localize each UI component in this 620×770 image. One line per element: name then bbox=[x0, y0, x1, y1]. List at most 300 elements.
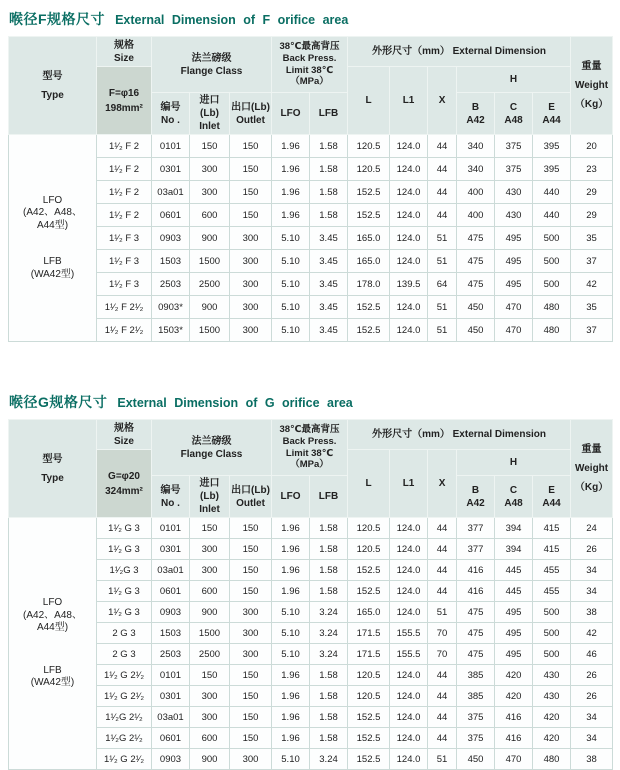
cell-weight: 20 bbox=[571, 135, 613, 158]
cell-weight: 26 bbox=[571, 686, 613, 707]
cell-X: 44 bbox=[428, 181, 457, 204]
cell-weight: 37 bbox=[571, 250, 613, 273]
cell-B-A42: 375 bbox=[457, 707, 495, 728]
cell-L1: 124.0 bbox=[390, 518, 428, 539]
cell-X: 70 bbox=[428, 644, 457, 665]
cell-lfo: 5.10 bbox=[272, 296, 310, 319]
header-type: 型号 Type bbox=[9, 420, 97, 518]
cell-inlet: 600 bbox=[190, 728, 230, 749]
cell-lfo: 1.96 bbox=[272, 518, 310, 539]
g-table-title-en: External Dimension of G orifice area bbox=[117, 396, 353, 410]
cell-B-A42: 340 bbox=[457, 158, 495, 181]
cell-lfb: 1.58 bbox=[310, 728, 348, 749]
cell-L1: 124.0 bbox=[390, 227, 428, 250]
cell-L1: 155.5 bbox=[390, 644, 428, 665]
cell-outlet: 150 bbox=[230, 686, 272, 707]
header-size-spec: G=φ20 324mm² bbox=[97, 450, 152, 518]
header-inlet: 进口(Lb) Inlet bbox=[190, 93, 230, 135]
cell-L1: 124.0 bbox=[390, 158, 428, 181]
header-lfo: LFO bbox=[272, 476, 310, 518]
cell-lfo: 5.10 bbox=[272, 250, 310, 273]
cell-weight: 34 bbox=[571, 707, 613, 728]
cell-lfo: 5.10 bbox=[272, 273, 310, 296]
cell-L: 165.0 bbox=[348, 227, 390, 250]
table-row bbox=[9, 296, 613, 319]
header-size: 规格 Size bbox=[97, 37, 152, 67]
cell-L1: 124.0 bbox=[390, 686, 428, 707]
cell-no: 03a01 bbox=[152, 560, 190, 581]
cell-L1: 139.5 bbox=[390, 273, 428, 296]
cell-weight: 38 bbox=[571, 602, 613, 623]
cell-lfb: 3.45 bbox=[310, 273, 348, 296]
cell-X: 51 bbox=[428, 602, 457, 623]
cell-outlet: 300 bbox=[230, 273, 272, 296]
cell-no: 03a01 bbox=[152, 181, 190, 204]
cell-size: 1¹⁄₂ G 3 bbox=[97, 539, 152, 560]
cell-L1: 124.0 bbox=[390, 602, 428, 623]
cell-lfo: 1.96 bbox=[272, 158, 310, 181]
cell-L: 152.5 bbox=[348, 204, 390, 227]
cell-inlet: 1500 bbox=[190, 319, 230, 342]
header-external-dimension: 外形尺寸（mm） External Dimension bbox=[348, 420, 571, 450]
table-row bbox=[9, 518, 613, 539]
cell-no: 0903 bbox=[152, 749, 190, 770]
cell-C-A48: 394 bbox=[495, 539, 533, 560]
cell-weight: 26 bbox=[571, 539, 613, 560]
header-C-A48: C A48 bbox=[495, 93, 533, 135]
cell-weight: 35 bbox=[571, 296, 613, 319]
cell-L: 171.5 bbox=[348, 644, 390, 665]
table-row bbox=[9, 158, 613, 181]
header-lfb: LFB bbox=[310, 93, 348, 135]
header-B-A42: B A42 bbox=[457, 93, 495, 135]
cell-C-A48: 375 bbox=[495, 158, 533, 181]
cell-weight: 29 bbox=[571, 204, 613, 227]
cell-lfb: 3.24 bbox=[310, 602, 348, 623]
cell-lfb: 3.45 bbox=[310, 250, 348, 273]
cell-B-A42: 416 bbox=[457, 581, 495, 602]
cell-E-A44: 415 bbox=[533, 518, 571, 539]
header-X: X bbox=[428, 67, 457, 135]
cell-weight: 24 bbox=[571, 518, 613, 539]
cell-X: 44 bbox=[428, 135, 457, 158]
header-C-A48: C A48 bbox=[495, 476, 533, 518]
cell-C-A48: 445 bbox=[495, 560, 533, 581]
cell-B-A42: 475 bbox=[457, 623, 495, 644]
cell-outlet: 150 bbox=[230, 158, 272, 181]
cell-B-A42: 385 bbox=[457, 665, 495, 686]
cell-size: 1¹⁄₂ G 3 bbox=[97, 581, 152, 602]
cell-lfb: 1.58 bbox=[310, 135, 348, 158]
cell-L: 165.0 bbox=[348, 250, 390, 273]
cell-lfo: 1.96 bbox=[272, 135, 310, 158]
header-outlet: 出口(Lb) Outlet bbox=[230, 476, 272, 518]
table-row bbox=[9, 539, 613, 560]
cell-size: 1¹⁄₂ G 2¹⁄₂ bbox=[97, 749, 152, 770]
cell-size: 1¹⁄₂ F 2¹⁄₂ bbox=[97, 296, 152, 319]
cell-L1: 124.0 bbox=[390, 728, 428, 749]
table-row bbox=[9, 560, 613, 581]
cell-X: 51 bbox=[428, 319, 457, 342]
cell-inlet: 600 bbox=[190, 581, 230, 602]
cell-no: 1503* bbox=[152, 319, 190, 342]
cell-weight: 42 bbox=[571, 273, 613, 296]
cell-L: 178.0 bbox=[348, 273, 390, 296]
cell-L: 171.5 bbox=[348, 623, 390, 644]
cell-weight: 26 bbox=[571, 665, 613, 686]
cell-lfo: 1.96 bbox=[272, 560, 310, 581]
table-row bbox=[9, 686, 613, 707]
cell-C-A48: 470 bbox=[495, 296, 533, 319]
cell-weight: 37 bbox=[571, 319, 613, 342]
cell-B-A42: 416 bbox=[457, 560, 495, 581]
cell-outlet: 150 bbox=[230, 665, 272, 686]
cell-E-A44: 430 bbox=[533, 665, 571, 686]
cell-X: 44 bbox=[428, 539, 457, 560]
header-inlet: 进口(Lb) Inlet bbox=[190, 476, 230, 518]
cell-lfo: 1.96 bbox=[272, 581, 310, 602]
cell-no: 2503 bbox=[152, 644, 190, 665]
cell-B-A42: 475 bbox=[457, 273, 495, 296]
header-E-A44: E A44 bbox=[533, 476, 571, 518]
cell-inlet: 900 bbox=[190, 749, 230, 770]
cell-L: 152.5 bbox=[348, 296, 390, 319]
cell-lfo: 5.10 bbox=[272, 227, 310, 250]
cell-size: 1¹⁄₂G 2¹⁄₂ bbox=[97, 728, 152, 749]
cell-B-A42: 450 bbox=[457, 296, 495, 319]
cell-inlet: 300 bbox=[190, 560, 230, 581]
cell-lfo: 5.10 bbox=[272, 749, 310, 770]
cell-X: 51 bbox=[428, 250, 457, 273]
header-L: L bbox=[348, 67, 390, 135]
header-L: L bbox=[348, 450, 390, 518]
cell-no: 0101 bbox=[152, 518, 190, 539]
cell-B-A42: 340 bbox=[457, 135, 495, 158]
cell-outlet: 150 bbox=[230, 581, 272, 602]
cell-E-A44: 500 bbox=[533, 623, 571, 644]
f-orifice-section bbox=[8, 9, 612, 342]
cell-weight: 29 bbox=[571, 181, 613, 204]
cell-L1: 124.0 bbox=[390, 539, 428, 560]
cell-E-A44: 480 bbox=[533, 319, 571, 342]
cell-X: 44 bbox=[428, 707, 457, 728]
cell-L: 152.5 bbox=[348, 319, 390, 342]
cell-inlet: 900 bbox=[190, 602, 230, 623]
cell-lfb: 1.58 bbox=[310, 665, 348, 686]
cell-X: 44 bbox=[428, 665, 457, 686]
header-lfo: LFO bbox=[272, 93, 310, 135]
cell-outlet: 150 bbox=[230, 728, 272, 749]
cell-lfb: 1.58 bbox=[310, 204, 348, 227]
cell-inlet: 300 bbox=[190, 686, 230, 707]
cell-no: 0601 bbox=[152, 204, 190, 227]
cell-L1: 124.0 bbox=[390, 707, 428, 728]
cell-lfb: 1.58 bbox=[310, 181, 348, 204]
cell-B-A42: 385 bbox=[457, 686, 495, 707]
header-no: 编号 No . bbox=[152, 476, 190, 518]
cell-weight: 38 bbox=[571, 749, 613, 770]
f-table-title bbox=[9, 9, 612, 29]
cell-lfb: 3.45 bbox=[310, 296, 348, 319]
header-lfb: LFB bbox=[310, 476, 348, 518]
cell-inlet: 300 bbox=[190, 158, 230, 181]
cell-no: 0601 bbox=[152, 581, 190, 602]
cell-no: 0903 bbox=[152, 602, 190, 623]
cell-inlet: 300 bbox=[190, 181, 230, 204]
cell-C-A48: 495 bbox=[495, 644, 533, 665]
cell-size: 1¹⁄₂ F 3 bbox=[97, 273, 152, 296]
cell-no: 0101 bbox=[152, 135, 190, 158]
cell-weight: 34 bbox=[571, 560, 613, 581]
cell-B-A42: 475 bbox=[457, 227, 495, 250]
cell-outlet: 300 bbox=[230, 623, 272, 644]
cell-inlet: 900 bbox=[190, 296, 230, 319]
cell-no: 0101 bbox=[152, 665, 190, 686]
table-row bbox=[9, 665, 613, 686]
cell-outlet: 150 bbox=[230, 518, 272, 539]
cell-no: 1503 bbox=[152, 250, 190, 273]
cell-B-A42: 377 bbox=[457, 539, 495, 560]
header-E-A44: E A44 bbox=[533, 93, 571, 135]
cell-no: 0601 bbox=[152, 728, 190, 749]
cell-C-A48: 495 bbox=[495, 602, 533, 623]
table-row bbox=[9, 728, 613, 749]
cell-size: 1¹⁄₂ F 2 bbox=[97, 204, 152, 227]
cell-B-A42: 475 bbox=[457, 602, 495, 623]
cell-lfo: 5.10 bbox=[272, 623, 310, 644]
cell-L: 120.5 bbox=[348, 158, 390, 181]
header-no: 编号 No . bbox=[152, 93, 190, 135]
header-outlet: 出口(Lb) Outlet bbox=[230, 93, 272, 135]
cell-outlet: 300 bbox=[230, 602, 272, 623]
header-size-spec: F=φ16 198mm² bbox=[97, 67, 152, 135]
header-external-dimension: 外形尺寸（mm） External Dimension bbox=[348, 37, 571, 67]
cell-E-A44: 430 bbox=[533, 686, 571, 707]
cell-no: 0903* bbox=[152, 296, 190, 319]
cell-B-A42: 475 bbox=[457, 644, 495, 665]
cell-weight: 34 bbox=[571, 581, 613, 602]
header-type: 型号 Type bbox=[9, 37, 97, 135]
cell-L: 152.5 bbox=[348, 181, 390, 204]
cell-L: 120.5 bbox=[348, 135, 390, 158]
cell-weight: 42 bbox=[571, 623, 613, 644]
cell-no: 2503 bbox=[152, 273, 190, 296]
cell-inlet: 900 bbox=[190, 227, 230, 250]
header-back-pressure: 38℃最高背压 Back Press. Limit 38℃ （MPa） bbox=[272, 420, 348, 476]
cell-lfo: 1.96 bbox=[272, 728, 310, 749]
header-H: H bbox=[457, 450, 571, 476]
header-L1: L1 bbox=[390, 67, 428, 135]
f-dimension-table bbox=[8, 36, 613, 342]
header-L1: L1 bbox=[390, 450, 428, 518]
table-row bbox=[9, 749, 613, 770]
cell-X: 44 bbox=[428, 728, 457, 749]
cell-outlet: 150 bbox=[230, 204, 272, 227]
cell-no: 0301 bbox=[152, 686, 190, 707]
cell-E-A44: 420 bbox=[533, 707, 571, 728]
cell-C-A48: 445 bbox=[495, 581, 533, 602]
cell-L1: 124.0 bbox=[390, 135, 428, 158]
cell-C-A48: 495 bbox=[495, 227, 533, 250]
table-row bbox=[9, 273, 613, 296]
g-table-title-zh: 喉径G规格尺寸 bbox=[9, 394, 108, 410]
cell-E-A44: 440 bbox=[533, 204, 571, 227]
cell-size: 1¹⁄₂G 2¹⁄₂ bbox=[97, 707, 152, 728]
header-B-A42: B A42 bbox=[457, 476, 495, 518]
cell-X: 51 bbox=[428, 749, 457, 770]
header-weight: 重量 Weight （Kg） bbox=[571, 37, 613, 135]
cell-lfo: 1.96 bbox=[272, 539, 310, 560]
cell-inlet: 1500 bbox=[190, 250, 230, 273]
cell-lfb: 1.58 bbox=[310, 158, 348, 181]
cell-X: 44 bbox=[428, 560, 457, 581]
header-X: X bbox=[428, 450, 457, 518]
cell-lfo: 5.10 bbox=[272, 602, 310, 623]
table-row bbox=[9, 623, 613, 644]
cell-B-A42: 400 bbox=[457, 204, 495, 227]
cell-L1: 124.0 bbox=[390, 581, 428, 602]
cell-outlet: 300 bbox=[230, 227, 272, 250]
cell-C-A48: 495 bbox=[495, 273, 533, 296]
cell-size: 1¹⁄₂ F 3 bbox=[97, 250, 152, 273]
cell-size: 1¹⁄₂ G 2¹⁄₂ bbox=[97, 665, 152, 686]
cell-outlet: 150 bbox=[230, 560, 272, 581]
cell-L1: 124.0 bbox=[390, 181, 428, 204]
cell-lfb: 1.58 bbox=[310, 686, 348, 707]
table-row bbox=[9, 581, 613, 602]
cell-lfo: 5.10 bbox=[272, 319, 310, 342]
cell-L: 152.5 bbox=[348, 728, 390, 749]
cell-L1: 155.5 bbox=[390, 623, 428, 644]
cell-lfo: 1.96 bbox=[272, 707, 310, 728]
cell-size: 1¹⁄₂ F 2 bbox=[97, 181, 152, 204]
cell-lfb: 1.58 bbox=[310, 560, 348, 581]
cell-B-A42: 450 bbox=[457, 319, 495, 342]
cell-lfo: 5.10 bbox=[272, 644, 310, 665]
type-labels-cell bbox=[9, 518, 97, 770]
cell-X: 51 bbox=[428, 296, 457, 319]
table-row bbox=[9, 135, 613, 158]
cell-lfb: 1.58 bbox=[310, 518, 348, 539]
cell-lfo: 1.96 bbox=[272, 181, 310, 204]
cell-L: 152.5 bbox=[348, 560, 390, 581]
cell-X: 44 bbox=[428, 686, 457, 707]
cell-E-A44: 455 bbox=[533, 560, 571, 581]
cell-outlet: 300 bbox=[230, 644, 272, 665]
cell-weight: 23 bbox=[571, 158, 613, 181]
type-labels-cell bbox=[9, 135, 97, 342]
cell-X: 44 bbox=[428, 518, 457, 539]
cell-B-A42: 377 bbox=[457, 518, 495, 539]
cell-C-A48: 416 bbox=[495, 728, 533, 749]
header-flange-class: 法兰磅级 Flange Class bbox=[152, 37, 272, 93]
header-size: 规格 Size bbox=[97, 420, 152, 450]
cell-lfo: 1.96 bbox=[272, 665, 310, 686]
table-row bbox=[9, 707, 613, 728]
cell-E-A44: 420 bbox=[533, 728, 571, 749]
cell-size: 1¹⁄₂ G 3 bbox=[97, 518, 152, 539]
cell-L: 152.5 bbox=[348, 707, 390, 728]
table-row bbox=[9, 227, 613, 250]
cell-outlet: 300 bbox=[230, 296, 272, 319]
cell-outlet: 300 bbox=[230, 250, 272, 273]
g-dimension-table bbox=[8, 419, 613, 770]
cell-inlet: 300 bbox=[190, 707, 230, 728]
f-table-title-zh: 喉径F规格尺寸 bbox=[9, 11, 106, 27]
cell-lfb: 1.58 bbox=[310, 707, 348, 728]
cell-X: 44 bbox=[428, 581, 457, 602]
cell-lfo: 1.96 bbox=[272, 686, 310, 707]
cell-E-A44: 480 bbox=[533, 296, 571, 319]
cell-outlet: 300 bbox=[230, 319, 272, 342]
cell-C-A48: 495 bbox=[495, 250, 533, 273]
cell-C-A48: 430 bbox=[495, 204, 533, 227]
cell-weight: 46 bbox=[571, 644, 613, 665]
cell-E-A44: 395 bbox=[533, 158, 571, 181]
type-label: LFB (WA42型) bbox=[30, 664, 75, 689]
table-row bbox=[9, 204, 613, 227]
cell-C-A48: 394 bbox=[495, 518, 533, 539]
g-orifice-section bbox=[8, 392, 612, 770]
cell-B-A42: 450 bbox=[457, 749, 495, 770]
header-H: H bbox=[457, 67, 571, 93]
cell-L1: 124.0 bbox=[390, 749, 428, 770]
cell-E-A44: 415 bbox=[533, 539, 571, 560]
cell-E-A44: 500 bbox=[533, 250, 571, 273]
header-weight: 重量 Weight （Kg） bbox=[571, 420, 613, 518]
cell-E-A44: 500 bbox=[533, 227, 571, 250]
cell-X: 44 bbox=[428, 158, 457, 181]
cell-lfb: 3.24 bbox=[310, 623, 348, 644]
cell-inlet: 2500 bbox=[190, 273, 230, 296]
cell-lfb: 1.58 bbox=[310, 581, 348, 602]
cell-outlet: 150 bbox=[230, 181, 272, 204]
cell-inlet: 150 bbox=[190, 665, 230, 686]
cell-no: 0903 bbox=[152, 227, 190, 250]
cell-inlet: 2500 bbox=[190, 644, 230, 665]
cell-size: 1¹⁄₂ F 2 bbox=[97, 158, 152, 181]
cell-L1: 124.0 bbox=[390, 560, 428, 581]
cell-L: 152.5 bbox=[348, 749, 390, 770]
cell-L: 120.5 bbox=[348, 665, 390, 686]
cell-C-A48: 375 bbox=[495, 135, 533, 158]
cell-B-A42: 400 bbox=[457, 181, 495, 204]
cell-C-A48: 495 bbox=[495, 623, 533, 644]
cell-inlet: 1500 bbox=[190, 623, 230, 644]
table-row bbox=[9, 319, 613, 342]
cell-lfb: 3.45 bbox=[310, 319, 348, 342]
cell-size: 1¹⁄₂ F 2 bbox=[97, 135, 152, 158]
cell-size: 1¹⁄₂ F 3 bbox=[97, 227, 152, 250]
cell-C-A48: 470 bbox=[495, 319, 533, 342]
table-row bbox=[9, 181, 613, 204]
cell-outlet: 150 bbox=[230, 135, 272, 158]
cell-E-A44: 395 bbox=[533, 135, 571, 158]
cell-size: 2 G 3 bbox=[97, 623, 152, 644]
cell-L1: 124.0 bbox=[390, 665, 428, 686]
header-back-pressure: 38℃最高背压 Back Press. Limit 38℃ （MPa） bbox=[272, 37, 348, 93]
cell-X: 44 bbox=[428, 204, 457, 227]
cell-L1: 124.0 bbox=[390, 250, 428, 273]
cell-size: 2 G 3 bbox=[97, 644, 152, 665]
cell-weight: 34 bbox=[571, 728, 613, 749]
cell-size: 1¹⁄₂ F 2¹⁄₂ bbox=[97, 319, 152, 342]
g-table-title bbox=[9, 392, 612, 412]
table-row bbox=[9, 644, 613, 665]
cell-C-A48: 470 bbox=[495, 749, 533, 770]
cell-lfo: 1.96 bbox=[272, 204, 310, 227]
cell-inlet: 150 bbox=[190, 518, 230, 539]
